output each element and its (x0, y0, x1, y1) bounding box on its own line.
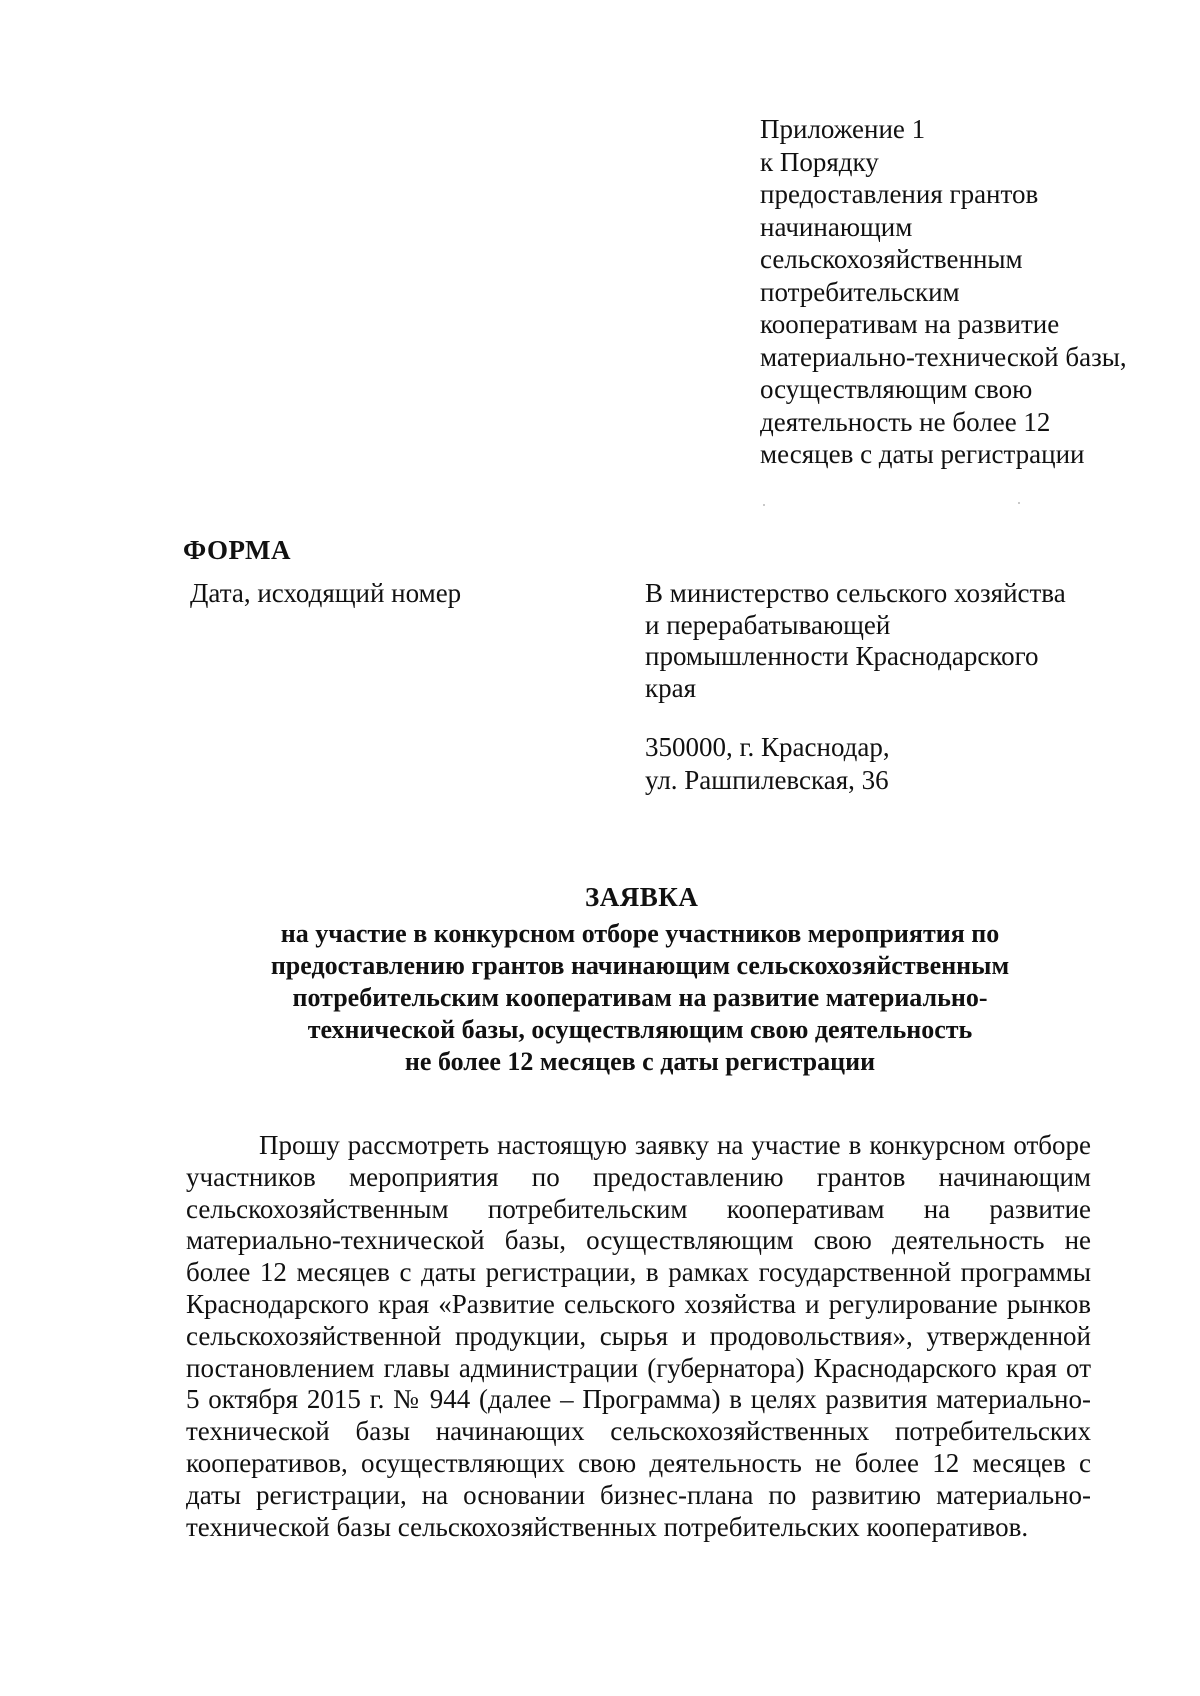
address-line: 350000, г. Краснодар, (645, 732, 890, 762)
addressee-line: и перерабатывающей (645, 609, 891, 640)
appendix-line: сельскохозяйственным (760, 244, 1023, 274)
paragraph-line: 5 октября 2015 г. № 944 (далее – Программа) в целях развития материально- (186, 1384, 1091, 1415)
paragraph-line: сельскохозяйственным потребительским кооперативам на развитие (186, 1193, 1091, 1224)
paragraph-line: технической базы сельскохозяйственных потребительских кооперативов. (186, 1511, 1029, 1542)
paragraph-line: кооперативов, осуществляющих свою деятельность не более 12 месяцев с (186, 1447, 1091, 1478)
address-block (645, 731, 1105, 797)
paragraph-line: Прошу рассмотреть настоящую заявку на участие в конкурсном отборе (259, 1130, 1091, 1160)
addressee-line: края (645, 672, 697, 703)
appendix-line: Приложение 1 (760, 114, 926, 144)
subtitle-line: потребительским кооперативам на развитие материально- (292, 983, 988, 1012)
scan-speck (763, 504, 765, 506)
date-number-label: Дата, исходящий номер (190, 578, 462, 608)
appendix-line: потребительским (760, 276, 960, 307)
scan-speck (1018, 502, 1020, 504)
addressee-line: В министерство сельского хозяйства (645, 578, 1066, 608)
subtitle-line: технической базы, осуществляющим свою деятельность (307, 1015, 973, 1044)
request-paragraph (186, 1130, 1091, 1543)
paragraph-line: участников мероприятия по предоставлению грантов начинающим (186, 1161, 1091, 1192)
appendix-block (760, 113, 1180, 471)
subtitle-line: предоставлению грантов начинающим сельскохозяйственным (270, 951, 1010, 980)
paragraph-line: сельскохозяйственной продукции, сырья и продовольствия», утвержденной (186, 1320, 1091, 1351)
appendix-line: деятельность не более 12 (760, 406, 1051, 437)
appendix-line: кооперативам на развитие (760, 309, 1060, 339)
addressee-block (645, 578, 1105, 704)
paragraph-line: материально-технической базы, осуществляющим свою деятельность не (186, 1225, 1091, 1256)
document-title: ЗАЯВКА (585, 882, 699, 912)
appendix-line: к Порядку (760, 146, 879, 177)
appendix-line: осуществляющим свою (760, 374, 1033, 404)
paragraph-line: Краснодарского края «Развитие сельского хозяйства и регулирование рынков (186, 1288, 1091, 1319)
address-line: ул. Рашпилевская, 36 (645, 765, 889, 795)
paragraph-line: технической базы начинающих сельскохозяйственных потребительских (186, 1416, 1091, 1447)
paragraph-line: даты регистрации, на основании бизнес-плана по развитию материально- (186, 1479, 1091, 1510)
appendix-line: предоставления грантов (760, 179, 1039, 209)
subtitle-line: не более 12 месяцев с даты регистрации (404, 1047, 876, 1076)
appendix-line: материально-технической базы, (760, 341, 1127, 372)
subtitle-line: на участие в конкурсном отборе участников мероприятия по (280, 919, 1000, 948)
document-subtitle (180, 918, 1100, 1078)
appendix-line: начинающим (760, 211, 913, 242)
paragraph-line: более 12 месяцев с даты регистрации, в рамках государственной программы (186, 1257, 1091, 1288)
appendix-line: месяцев с даты регистрации (760, 439, 1085, 469)
addressee-line: промышленности Краснодарского (645, 641, 1039, 671)
form-label: ФОРМА (183, 535, 291, 565)
paragraph-line: постановлением главы администрации (губернатора) Краснодарского края от (186, 1352, 1091, 1383)
